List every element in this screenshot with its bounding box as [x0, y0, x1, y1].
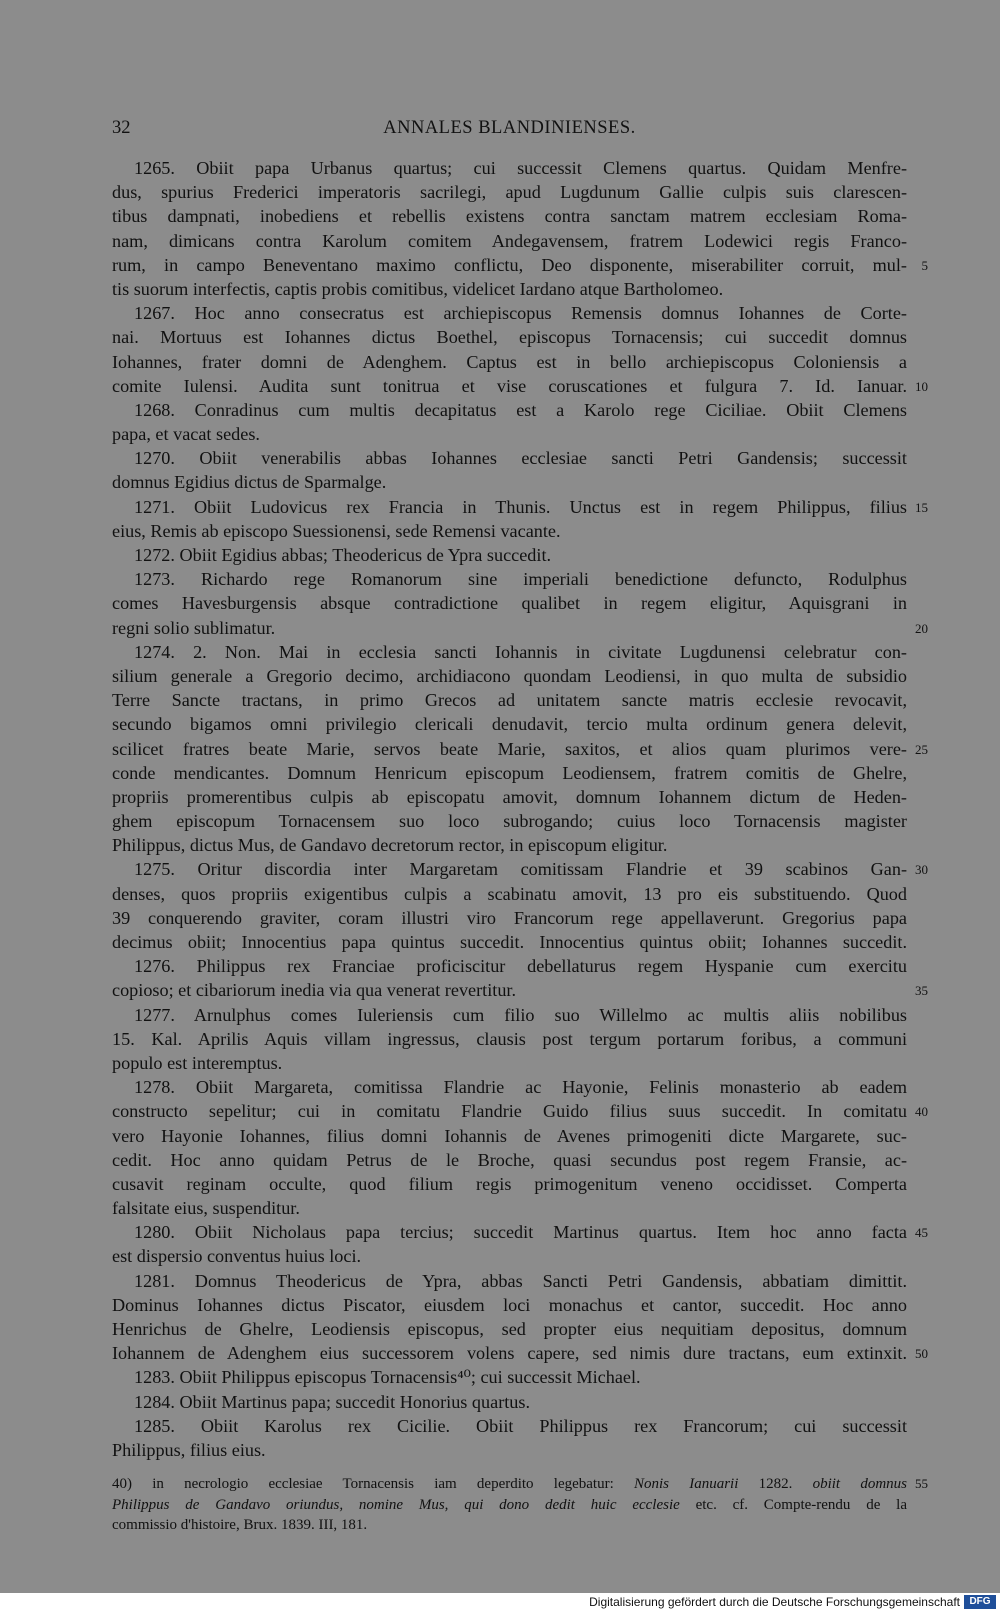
line-text: ghem episcopum Tornacensem suo loco subrogando; cuius loco Tornacensis magister — [112, 811, 907, 832]
text-line — [112, 882, 907, 906]
line-text: 1277. Arnulphus comes Iuleriensis cum filio suo Willelmo ac multis aliis nobilibus — [134, 1004, 907, 1025]
text-line — [112, 737, 928, 761]
text-line — [112, 954, 907, 978]
line-text: 15. Kal. Aprilis Aquis villam ingressus, clausis post tergum portarum foribus, a communi — [112, 1028, 907, 1049]
line-text: secundo bigamos omni privilegio clericali denudavit, tercio multa ordinum genera delevit, — [112, 714, 907, 735]
footer-credit: Digitalisierung gefördert durch die Deutsche Forschungsgemeinschaft — [589, 1595, 960, 1609]
line-text: propriis promerentibus culpis ab episcopatu amovit, domnum Iohannem dictum de Heden- — [112, 786, 907, 807]
text-line — [112, 1196, 907, 1220]
line-text: est dispersio conventus huius loci. — [112, 1246, 362, 1267]
line-text: 1273. Richardo rege Romanorum sine imperiali benedictione defuncto, Rodulphus — [134, 569, 907, 590]
text-line — [112, 180, 907, 204]
annals-text — [112, 156, 928, 1462]
footnote-line — [112, 1515, 907, 1536]
line-text: Iohannem de Adenghem eius successorem volens capere, sed nimis dure tractans, eum extinxit. — [112, 1343, 907, 1364]
line-text: Dominus Iohannes dictus Piscator, eiusdem loci monachus et cantor, succedit. Hoc anno — [112, 1294, 907, 1315]
line-number: 35 — [915, 983, 928, 999]
footnote-quote: obiit domnus — [812, 1476, 907, 1492]
text-line — [112, 446, 907, 470]
text-line — [112, 350, 907, 374]
text-line — [112, 253, 928, 277]
text-line — [112, 1390, 907, 1414]
text-line — [112, 1244, 907, 1268]
text-line — [112, 1438, 907, 1462]
text-line — [112, 325, 907, 349]
text-line — [112, 301, 907, 325]
line-number: 20 — [915, 620, 928, 636]
text-line — [112, 1003, 907, 1027]
line-text: silium generale a Gregorio decimo, archidiacono quondam Leodiensi, in quo multa de subsidio — [112, 665, 907, 686]
footnote-text: etc. cf. Compte-rendu de la — [679, 1496, 907, 1513]
line-text: rum, in campo Beneventano maximo conflictu, Deo disponente, miserabiliter corruit, mul- — [112, 254, 907, 275]
line-text: conde mendicantes. Domnum Henricum episcopum Leodiensem, fratrem comitis de Ghelre, — [112, 762, 907, 783]
running-title: ANNALES BLANDINIENSES. — [383, 118, 636, 138]
line-text: 1275. Oritur discordia inter Margaretam comitissam Flandrie et 39 scabinos Gan- — [134, 859, 907, 880]
line-text: regni solio sublimatur. — [112, 617, 276, 638]
line-number: 15 — [915, 499, 928, 515]
text-line — [112, 1317, 907, 1341]
footnote-block — [112, 1474, 928, 1536]
line-text: Philippus, filius eius. — [112, 1439, 266, 1460]
page-number: 32 — [112, 118, 131, 138]
text-line — [112, 398, 907, 422]
line-text: 1278. Obiit Margareta, comitissa Flandrie ac Hayonie, Felinis monasterio ab eadem — [134, 1077, 907, 1098]
text-line — [112, 978, 928, 1002]
line-text: 1280. Obiit Nicholaus papa tercius; succedit Martinus quartus. Item hoc anno facta — [134, 1222, 907, 1243]
text-line — [112, 1220, 928, 1244]
line-text: decimus obiit; Innocentius papa quintus succedit. Innocentius quintus obiit; Iohannes succedit. — [112, 932, 907, 952]
text-line — [112, 1414, 907, 1438]
line-text: copioso; et cibariorum inedia via qua venerat revertitur. — [112, 980, 517, 1001]
line-text: 1283. Obiit Philippus episcopus Tornacensis⁴⁰; cui successit Michael. — [134, 1367, 641, 1388]
line-text: cedit. Hoc anno quidam Petrus de le Broche, quasi secundus post regem Fransie, ac- — [112, 1149, 907, 1170]
line-number: 50 — [915, 1346, 928, 1362]
line-text: constructo sepelitur; cui in comitatu Flandrie Guido filius suus succedit. In comitatu — [112, 1101, 907, 1122]
text-line — [112, 857, 928, 881]
text-line — [112, 640, 907, 664]
text-line — [112, 1341, 928, 1365]
line-text: 1267. Hoc anno consecratus est archiepiscopus Remensis domnus Iohannes de Corte- — [134, 303, 907, 324]
footnote-line — [112, 1495, 907, 1516]
text-line — [112, 591, 907, 615]
line-number: 25 — [915, 741, 928, 757]
text-line — [112, 422, 907, 446]
text-line — [112, 374, 928, 398]
text-line — [112, 1293, 907, 1317]
line-text: papa, et vacat sedes. — [112, 424, 260, 445]
text-line — [112, 930, 907, 954]
text-line — [112, 906, 907, 930]
text-line — [112, 543, 907, 567]
text-line — [112, 616, 928, 640]
line-text: 1281. Domnus Theodericus de Ypra, abbas Sancti Petri Gandensis, abbatiam dimittit. — [134, 1270, 907, 1291]
text-line — [112, 156, 907, 180]
line-text: 1284. Obiit Martinus papa; succedit Honorius quartus. — [134, 1391, 531, 1412]
footnote-text: commissio d'histoire, Brux. 1839. III, 181. — [112, 1517, 368, 1533]
text-line — [112, 567, 907, 591]
text-line — [112, 761, 907, 785]
text-line — [112, 833, 907, 857]
text-line — [112, 1099, 928, 1123]
text-line — [112, 1124, 907, 1148]
line-text: 1272. Obiit Egidius abbas; Theodericus de Ypra succedit. — [134, 545, 552, 565]
line-text: cusavit reginam occulte, quod filium regis primogenitum veneno occidisset. Comperta — [112, 1173, 907, 1194]
text-line — [112, 785, 907, 809]
line-text: nai. Mortuus est Iohannes dictus Boethel, episcopus Tornacensis; cui succedit domnus — [112, 327, 907, 348]
text-line — [112, 1051, 907, 1075]
text-line — [112, 519, 907, 543]
footnote-quote: Nonis Ianuarii — [633, 1476, 739, 1492]
line-text: 1276. Philippus rex Franciae proficiscitur debellaturus regem Hyspanie cum exercitu — [134, 956, 907, 977]
dfg-logo: DFG — [964, 1595, 996, 1609]
line-text: comite Iulensi. Audita sunt tonitrua et vise coruscationes et fulgura 7. Id. Ianuar. — [112, 375, 907, 396]
line-number: 40 — [915, 1104, 928, 1120]
line-text: tis suorum interfectis, captis probis comitibus, videlicet Iardano atque Bartholomeo. — [112, 278, 724, 299]
text-line — [112, 229, 907, 253]
line-number: 45 — [915, 1225, 928, 1241]
line-text: 1274. 2. Non. Mai in ecclesia sancti Iohannis in civitate Lugdunensi celebratur con- — [134, 641, 907, 662]
digitization-footer — [0, 1593, 1000, 1611]
text-line — [112, 1269, 907, 1293]
line-text: Henrichus de Ghelre, Leodiensis episcopus, sed propter eius nequitiam depositus, domnum — [112, 1319, 907, 1339]
line-number: 5 — [921, 257, 928, 273]
footnote-text: 1282. — [738, 1476, 813, 1492]
footnote-line — [112, 1474, 928, 1495]
text-line — [112, 1027, 907, 1051]
line-text: Philippus, dictus Mus, de Gandavo decretorum rector, in episcopum eligitur. — [112, 835, 668, 856]
line-text: 39 conquerendo graviter, coram illustri viro Francorum rege appellaverunt. Gregorius papa — [112, 907, 907, 928]
text-line — [112, 470, 907, 494]
line-number: 30 — [915, 862, 928, 878]
line-text: comes Havesburgensis absque contradictione qualibet in regem eligitur, Aquisgrani in — [112, 593, 907, 614]
line-text: Iohannes, frater domni de Adenghem. Captus est in bello archiepiscopus Coloniensis a — [112, 351, 907, 372]
line-text: 1271. Obiit Ludovicus rex Francia in Thunis. Unctus est in regem Philippus, filius — [134, 496, 907, 517]
line-number: 55 — [915, 1476, 928, 1491]
text-line — [112, 204, 907, 228]
page-header — [112, 118, 907, 148]
line-text: 1265. Obiit papa Urbanus quartus; cui successit Clemens quartus. Quidam Menfre- — [134, 158, 907, 178]
line-text: denses, quos propriis exigentibus culpis a scabinatu amovit, 13 pro eis substituendo. Quod — [112, 883, 907, 904]
text-line — [112, 688, 907, 712]
footnote-text: 40) in necrologio ecclesiae Tornacensis iam deperdito legebatur: — [112, 1476, 634, 1492]
text-line — [112, 1075, 907, 1099]
line-text: vero Hayonie Iohannes, filius domni Iohannis de Avenes primogeniti dicte Margarete, suc- — [112, 1125, 907, 1146]
line-text: 1268. Conradinus cum multis decapitatus est a Karolo rege Ciciliae. Obiit Clemens — [134, 399, 907, 420]
text-line — [112, 809, 907, 833]
line-text: falsitate eius, suspenditur. — [112, 1198, 300, 1219]
line-text: dus, spurius Frederici imperatoris sacrilegi, apud Lugdunum Gallie culpis suis clarescen- — [112, 182, 907, 203]
text-line — [112, 664, 907, 688]
line-text: domnus Egidius dictus de Sparmalge. — [112, 472, 387, 493]
footnote-quote: Philippus de Gandavo oriundus, nomine Mus, qui dono dedit huic ecclesie — [112, 1496, 680, 1513]
text-line — [112, 1148, 907, 1172]
line-text: 1285. Obiit Karolus rex Cicilie. Obiit Philippus rex Francorum; cui successit — [134, 1415, 907, 1436]
text-line — [112, 712, 907, 736]
text-line — [112, 1172, 907, 1196]
line-text: Terre Sancte tractans, in primo Grecos ad unitatem sancte matris ecclesie revocavit, — [112, 690, 907, 711]
line-number: 10 — [915, 378, 928, 394]
line-text: eius, Remis ab episcopo Suessionensi, sede Remensi vacante. — [112, 520, 561, 541]
line-text: scilicet fratres beate Marie, servos beate Marie, saxitos, et alios quam plurimos vere- — [112, 738, 907, 759]
line-text: populo est interemptus. — [112, 1052, 283, 1073]
text-line — [112, 1365, 907, 1389]
line-text: tibus dampnati, inobediens et rebellis existens contra sanctam matrem ecclesiam Roma- — [112, 206, 907, 227]
text-line — [112, 495, 928, 519]
text-line — [112, 277, 907, 301]
line-text: nam, dimicans contra Karolum comitem Andegavensem, fratrem Lodewici regis Franco- — [112, 230, 907, 251]
line-text: 1270. Obiit venerabilis abbas Iohannes ecclesiae sancti Petri Gandensis; successit — [134, 448, 907, 469]
